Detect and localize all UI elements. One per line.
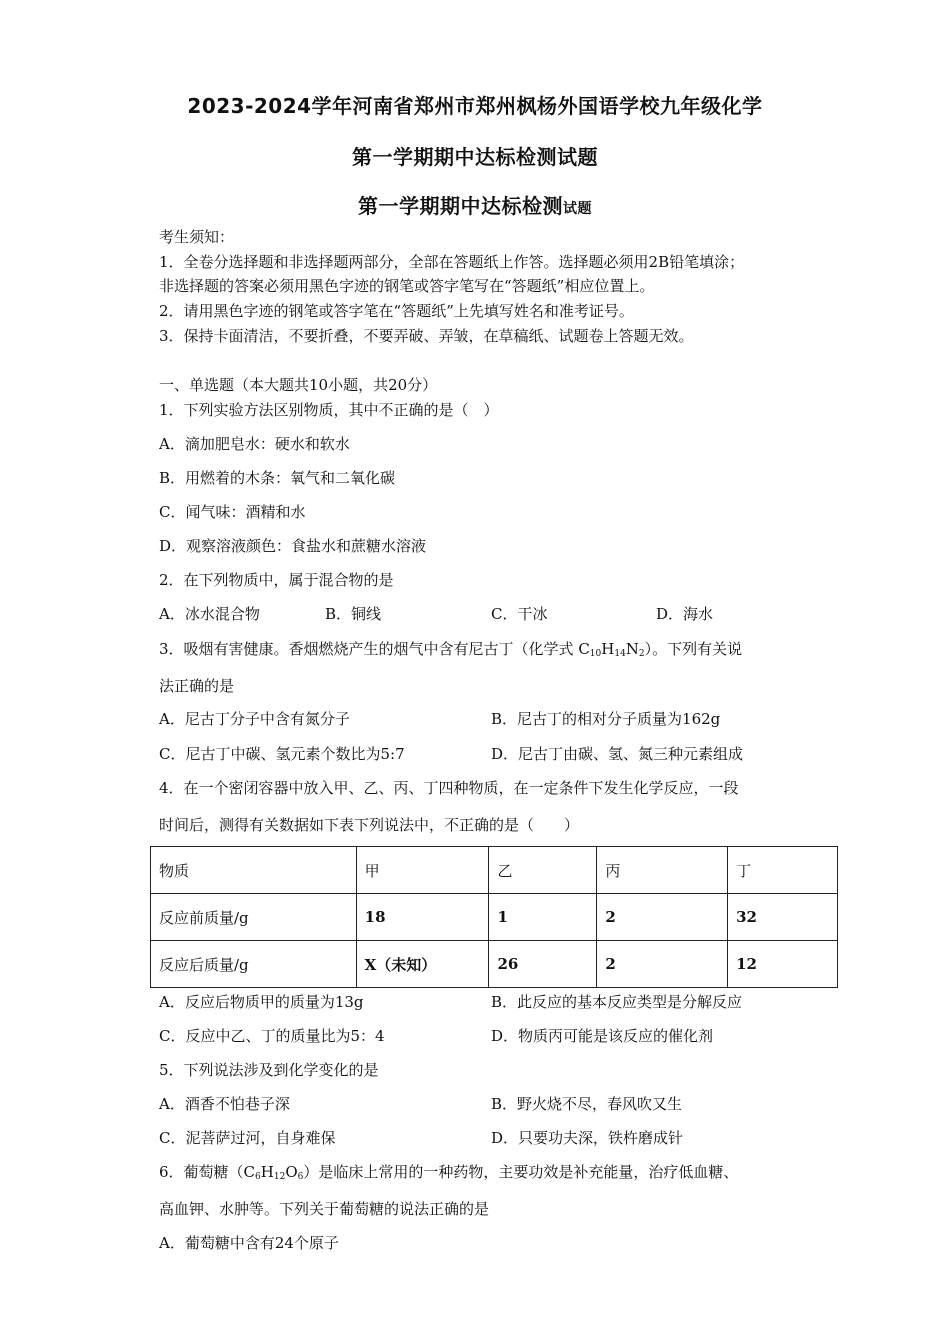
notice-item-1b: 非选择题的答案必须用黑色字迹的钢笔或答字笔写在“答题纸”相应位置上。 xyxy=(159,277,655,295)
table-header-cell: 甲 xyxy=(356,847,489,894)
table-cell: 1 xyxy=(489,894,597,941)
notice-item-1a: 1．全卷分选择题和非选择题两部分，全部在答题纸上作答。选择题必须用2B铅笔填涂； xyxy=(159,253,745,271)
q1-option-b: B．用燃着的木条：氧气和二氧化碳 xyxy=(159,469,396,487)
q4-stem-line-2: 时间后，测得有关数据如下表下列说法中，不正确的是（ ） xyxy=(159,816,580,834)
q5-option-a: A．酒香不怕巷子深 xyxy=(159,1095,290,1113)
table-cell: 26 xyxy=(489,941,597,988)
q3-h: H xyxy=(601,640,615,658)
q4-option-c: C．反应中乙、丁的质量比为5：4 xyxy=(159,1027,385,1045)
q2-option-c: C．干冰 xyxy=(491,605,548,623)
notice-item-2: 2．请用黑色字迹的钢笔或答字笔在“答题纸”上先填写姓名和准考证号。 xyxy=(159,302,634,320)
title-line-1: 2023-2024学年河南省郑州市郑州枫杨外国语学校九年级化学 xyxy=(187,94,763,118)
q3-option-c: C．尼古丁中碳、氢元素个数比为5:7 xyxy=(159,745,405,763)
q5-option-c: C．泥菩萨过河，自身难保 xyxy=(159,1129,336,1147)
q6-h: H xyxy=(260,1163,274,1181)
title-line-2: 第一学期期中达标检测试题 xyxy=(352,145,598,169)
q3-stem-pre: 3．吸烟有害健康。香烟燃烧产生的烟气中含有尼古丁（化学式 C xyxy=(159,640,590,658)
table-header-cell: 乙 xyxy=(489,847,597,894)
table-cell: 反应前质量/g xyxy=(151,894,357,941)
q2-option-b: B．铜线 xyxy=(325,605,382,623)
q4-option-d: D．物质丙可能是该反应的催化剂 xyxy=(491,1027,714,1045)
table-cell: 2 xyxy=(597,894,728,941)
q6-stem-pre: 6．葡萄糖（C xyxy=(159,1163,256,1181)
q1-option-c: C．闻气味：酒精和水 xyxy=(159,503,306,521)
section-1-heading: 一、单选题（本大题共10小题，共20分） xyxy=(159,376,438,394)
table-cell: X（未知） xyxy=(356,941,489,988)
table-header-row xyxy=(151,847,838,894)
q3-option-b: B．尼古丁的相对分子质量为162g xyxy=(491,710,721,728)
title-line-3 xyxy=(0,190,950,219)
table-header-cell: 丁 xyxy=(728,847,838,894)
table-row xyxy=(151,894,838,941)
q3-sub-n: 2 xyxy=(638,649,645,659)
q4-stem-line-1: 4．在一个密闭容器中放入甲、乙、丙、丁四种物质，在一定条件下发生化学反应，一段 xyxy=(159,779,739,797)
q6-stem-post: ）是临床上常用的一种药物，主要功效是补充能量，治疗低血糖、 xyxy=(303,1163,739,1181)
table-cell: 2 xyxy=(597,941,728,988)
q2-option-a: A．冰水混合物 xyxy=(159,605,260,623)
q1-option-a: A．滴加肥皂水：硬水和软水 xyxy=(159,435,350,453)
q3-stem-post: ）。下列有关说 xyxy=(644,640,743,658)
table-cell: 18 xyxy=(356,894,489,941)
q6-stem-line-2: 高血钾、水肿等。下列关于葡萄糖的说法正确的是 xyxy=(159,1200,490,1218)
notice-item-3: 3．保持卡面清洁，不要折叠，不要弄破、弄皱，在草稿纸、试题卷上答题无效。 xyxy=(159,327,694,345)
q5-stem: 5．下列说法涉及到化学变化的是 xyxy=(159,1061,379,1079)
table-header-cell: 丙 xyxy=(597,847,728,894)
q5-option-b: B．野火烧不尽，春风吹又生 xyxy=(491,1095,683,1113)
q5-option-d: D．只要功夫深，铁杵磨成针 xyxy=(491,1129,684,1147)
table-header-cell: 物质 xyxy=(151,847,357,894)
q3-option-a: A．尼古丁分子中含有氮分子 xyxy=(159,710,350,728)
q3-option-d: D．尼古丁由碳、氢、氮三种元素组成 xyxy=(491,745,744,763)
q1-stem: 1．下列实验方法区别物质，其中不正确的是（ ） xyxy=(159,401,499,419)
table-row xyxy=(151,941,838,988)
q3-sub-c: 10 xyxy=(589,649,602,659)
q3-stem-line-2: 法正确的是 xyxy=(159,677,235,695)
q6-sub-h: 12 xyxy=(273,1172,286,1182)
title-line-3-main: 第一学期期中达标检测 xyxy=(358,194,563,218)
q6-sub-o: 6 xyxy=(297,1172,304,1182)
q2-option-d: D．海水 xyxy=(656,605,714,623)
title-line-3-small: 试题 xyxy=(563,201,592,217)
q3-n: N xyxy=(625,640,639,658)
q6-sub-c: 6 xyxy=(255,1172,261,1182)
q3-stem xyxy=(159,640,742,663)
q6-stem xyxy=(159,1163,738,1186)
q4-data-table xyxy=(150,846,838,988)
table-cell: 32 xyxy=(728,894,838,941)
q6-o: O xyxy=(285,1163,298,1181)
table-cell: 反应后质量/g xyxy=(151,941,357,988)
q4-option-b: B．此反应的基本反应类型是分解反应 xyxy=(491,993,743,1011)
q4-option-a: A．反应后物质甲的质量为13g xyxy=(159,993,364,1011)
q1-option-d: D．观察溶液颜色：食盐水和蔗糖水溶液 xyxy=(159,537,427,555)
table-cell: 12 xyxy=(728,941,838,988)
q6-option-a: A．葡萄糖中含有24个原子 xyxy=(159,1234,339,1252)
notice-heading: 考生须知： xyxy=(159,228,235,246)
q3-sub-h: 14 xyxy=(614,649,626,659)
q2-stem: 2．在下列物质中，属于混合物的是 xyxy=(159,571,394,589)
